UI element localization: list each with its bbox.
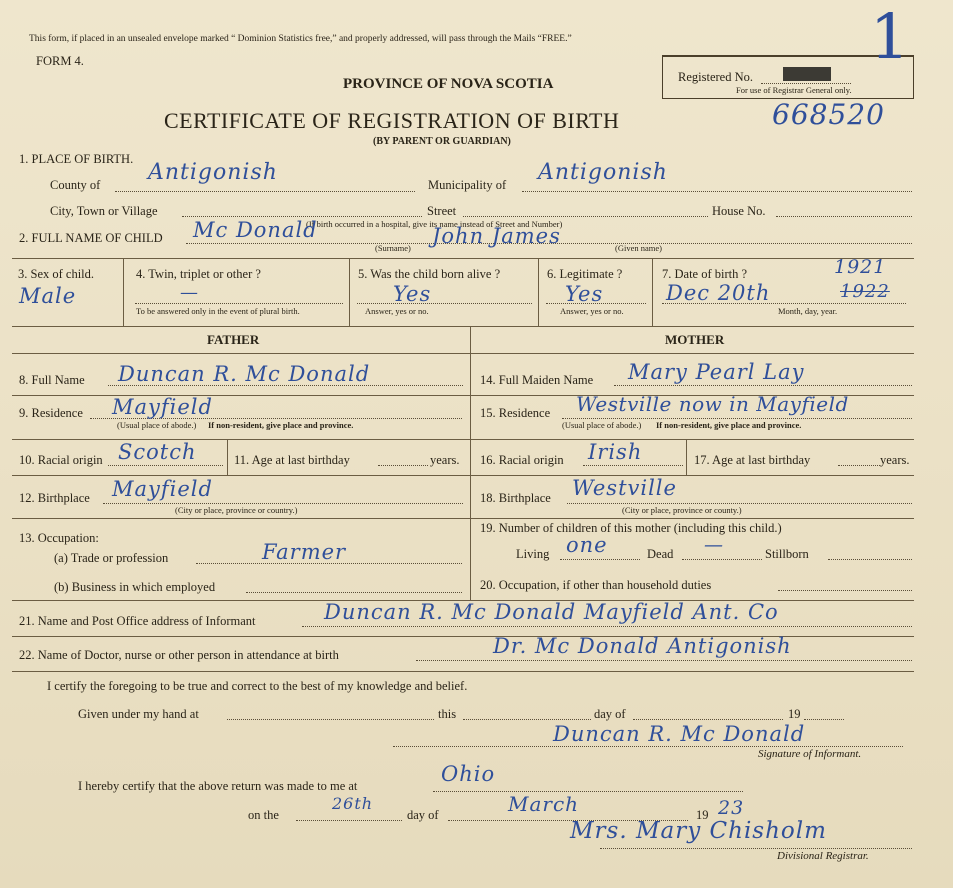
doctor-value: Dr. Mc Donald Antigonish bbox=[493, 634, 792, 658]
municipality-label: Municipality of bbox=[428, 178, 507, 192]
born-alive-label: 5. Was the child born alive ? bbox=[358, 267, 501, 281]
informant-signature: Duncan R. Mc Donald bbox=[553, 722, 806, 746]
hospital-note: (If birth occurred in a hospital, give its name instead of Street and Number) bbox=[306, 219, 563, 229]
mother-racial-label: 16. Racial origin bbox=[480, 453, 564, 467]
registrar-caption: Divisional Registrar. bbox=[777, 850, 869, 862]
mother-age-suffix: years. bbox=[880, 453, 910, 467]
father-residence-note-a: (Usual place of abode.) bbox=[117, 420, 197, 430]
province-heading: PROVINCE OF NOVA SCOTIA bbox=[343, 76, 554, 92]
date-of-birth-label: 7. Date of birth ? bbox=[662, 267, 748, 281]
form-number: FORM 4. bbox=[36, 54, 84, 68]
dob-year-struck: 1922 bbox=[840, 281, 890, 302]
dob-day-month: Dec 20th bbox=[666, 281, 771, 305]
county-value: Antigonish bbox=[148, 160, 278, 185]
doctor-label: 22. Name of Doctor, nurse or other person in attendance at birth bbox=[19, 648, 339, 662]
registration-stamp bbox=[783, 67, 831, 81]
dob-note: Month, day, year. bbox=[778, 306, 838, 316]
mother-birthplace-note: (City or place, province or county.) bbox=[622, 505, 742, 515]
certificate-number: 668520 bbox=[772, 98, 885, 131]
return-place: Ohio bbox=[441, 762, 496, 786]
living-label: Living bbox=[516, 547, 550, 561]
twin-value: — bbox=[180, 282, 199, 303]
trade-label: (a) Trade or profession bbox=[54, 551, 169, 565]
mother-residence: Westville now in Mayfield bbox=[576, 392, 849, 416]
county-label: County of bbox=[50, 178, 101, 192]
father-racial-label: 10. Racial origin bbox=[19, 453, 103, 467]
mother-heading: MOTHER bbox=[665, 332, 725, 347]
father-birthplace: Mayfield bbox=[112, 477, 213, 501]
street-label: Street bbox=[427, 204, 457, 218]
mother-residence-label: 15. Residence bbox=[480, 406, 551, 420]
father-residence-note-b: If non-resident, give place and province. bbox=[208, 420, 354, 430]
registrar-signature: Mrs. Mary Chisholm bbox=[570, 818, 827, 844]
informant-label: 21. Name and Post Office address of Informant bbox=[19, 614, 256, 628]
dead-label: Dead bbox=[647, 547, 674, 561]
father-name-label: 8. Full Name bbox=[19, 373, 85, 387]
sex-value: Male bbox=[19, 284, 77, 308]
legitimate-note: Answer, yes or no. bbox=[560, 306, 624, 316]
place-of-birth-label: 1. PLACE OF BIRTH. bbox=[19, 152, 134, 166]
father-name: Duncan R. Mc Donald bbox=[118, 362, 371, 386]
father-age-label: 11. Age at last birthday bbox=[234, 453, 350, 467]
children-count-label: 19. Number of children of this mother (including this child.) bbox=[480, 521, 782, 535]
registrar-use-note: For use of Registrar General only. bbox=[736, 85, 852, 95]
mother-racial-value: Irish bbox=[588, 440, 643, 464]
dob-year: 1921 bbox=[834, 256, 887, 278]
mother-residence-note-b: If non-resident, give place and province. bbox=[656, 420, 802, 430]
child-given-name: John James bbox=[432, 224, 561, 248]
mother-maiden-name: Mary Pearl Lay bbox=[628, 360, 805, 384]
living-value: one bbox=[566, 533, 608, 557]
mother-name-label: 14. Full Maiden Name bbox=[480, 373, 594, 387]
house-label: House No. bbox=[712, 204, 766, 218]
certificate-title: CERTIFICATE OF REGISTRATION OF BIRTH bbox=[164, 108, 620, 133]
this-label: this bbox=[438, 707, 457, 721]
mother-occupation-label: 20. Occupation, if other than household duties bbox=[480, 578, 712, 592]
twin-note: To be answered only in the event of plural birth. bbox=[136, 306, 300, 316]
registration-day: 26th bbox=[332, 794, 374, 813]
father-trade: Farmer bbox=[262, 540, 347, 564]
year-prefix-label: 19 bbox=[788, 707, 801, 721]
legitimate-value: Yes bbox=[565, 282, 604, 306]
occupation-label: 13. Occupation: bbox=[19, 531, 99, 545]
twin-label: 4. Twin, triplet or other ? bbox=[136, 267, 261, 281]
on-the-label: on the bbox=[248, 808, 279, 822]
registration-year: 23 bbox=[718, 797, 745, 819]
father-heading: FATHER bbox=[207, 332, 260, 347]
born-alive-value: Yes bbox=[393, 282, 432, 306]
day-of-label-2: day of bbox=[407, 808, 439, 822]
surname-caption: (Surname) bbox=[375, 243, 411, 253]
mother-birthplace-label: 18. Birthplace bbox=[480, 491, 551, 505]
mother-birthplace: Westville bbox=[572, 476, 677, 500]
legitimate-label: 6. Legitimate ? bbox=[547, 267, 623, 281]
informant-value: Duncan R. Mc Donald Mayfield Ant. Co bbox=[324, 600, 779, 624]
business-label: (b) Business in which employed bbox=[54, 580, 216, 594]
municipality-value: Antigonish bbox=[538, 160, 668, 185]
mother-age-label: 17. Age at last birthday bbox=[694, 453, 811, 467]
return-label: I hereby certify that the above return was made to me at bbox=[78, 779, 358, 793]
certify-statement: I certify the foregoing to be true and correct to the best of my knowledge and belief. bbox=[47, 679, 468, 693]
signature-caption: Signature of Informant. bbox=[758, 748, 862, 760]
child-surname: Mc Donald bbox=[193, 218, 318, 242]
given-caption: (Given name) bbox=[615, 243, 662, 253]
father-birthplace-note: (City or place, province or country.) bbox=[175, 505, 298, 515]
mother-residence-note-a: (Usual place of abode.) bbox=[562, 420, 642, 430]
father-residence-label: 9. Residence bbox=[19, 406, 83, 420]
registered-label: Registered No. bbox=[678, 70, 753, 84]
mail-notice: This form, if placed in an unsealed envelope marked “ Dominion Statistics free,” and properly addressed, will pass through the Mails “FREE.” bbox=[29, 34, 572, 44]
dead-value: — bbox=[704, 534, 724, 556]
stillborn-label: Stillborn bbox=[765, 547, 809, 561]
father-birthplace-label: 12. Birthplace bbox=[19, 491, 90, 505]
corner-mark: 1 bbox=[870, 0, 911, 73]
child-name-label: 2. FULL NAME OF CHILD bbox=[19, 231, 163, 245]
father-residence: Mayfield bbox=[112, 395, 213, 419]
day-of-label: day of bbox=[594, 707, 626, 721]
father-age-suffix: years. bbox=[430, 453, 460, 467]
year-label: 19 bbox=[696, 808, 709, 822]
born-alive-note: Answer, yes or no. bbox=[365, 306, 429, 316]
given-under-label: Given under my hand at bbox=[78, 707, 199, 721]
sex-label: 3. Sex of child. bbox=[18, 267, 95, 281]
father-racial-value: Scotch bbox=[118, 440, 197, 464]
registration-month: March bbox=[508, 792, 580, 816]
certificate-subtitle: (BY PARENT OR GUARDIAN) bbox=[373, 136, 511, 147]
city-label: City, Town or Village bbox=[50, 204, 158, 218]
